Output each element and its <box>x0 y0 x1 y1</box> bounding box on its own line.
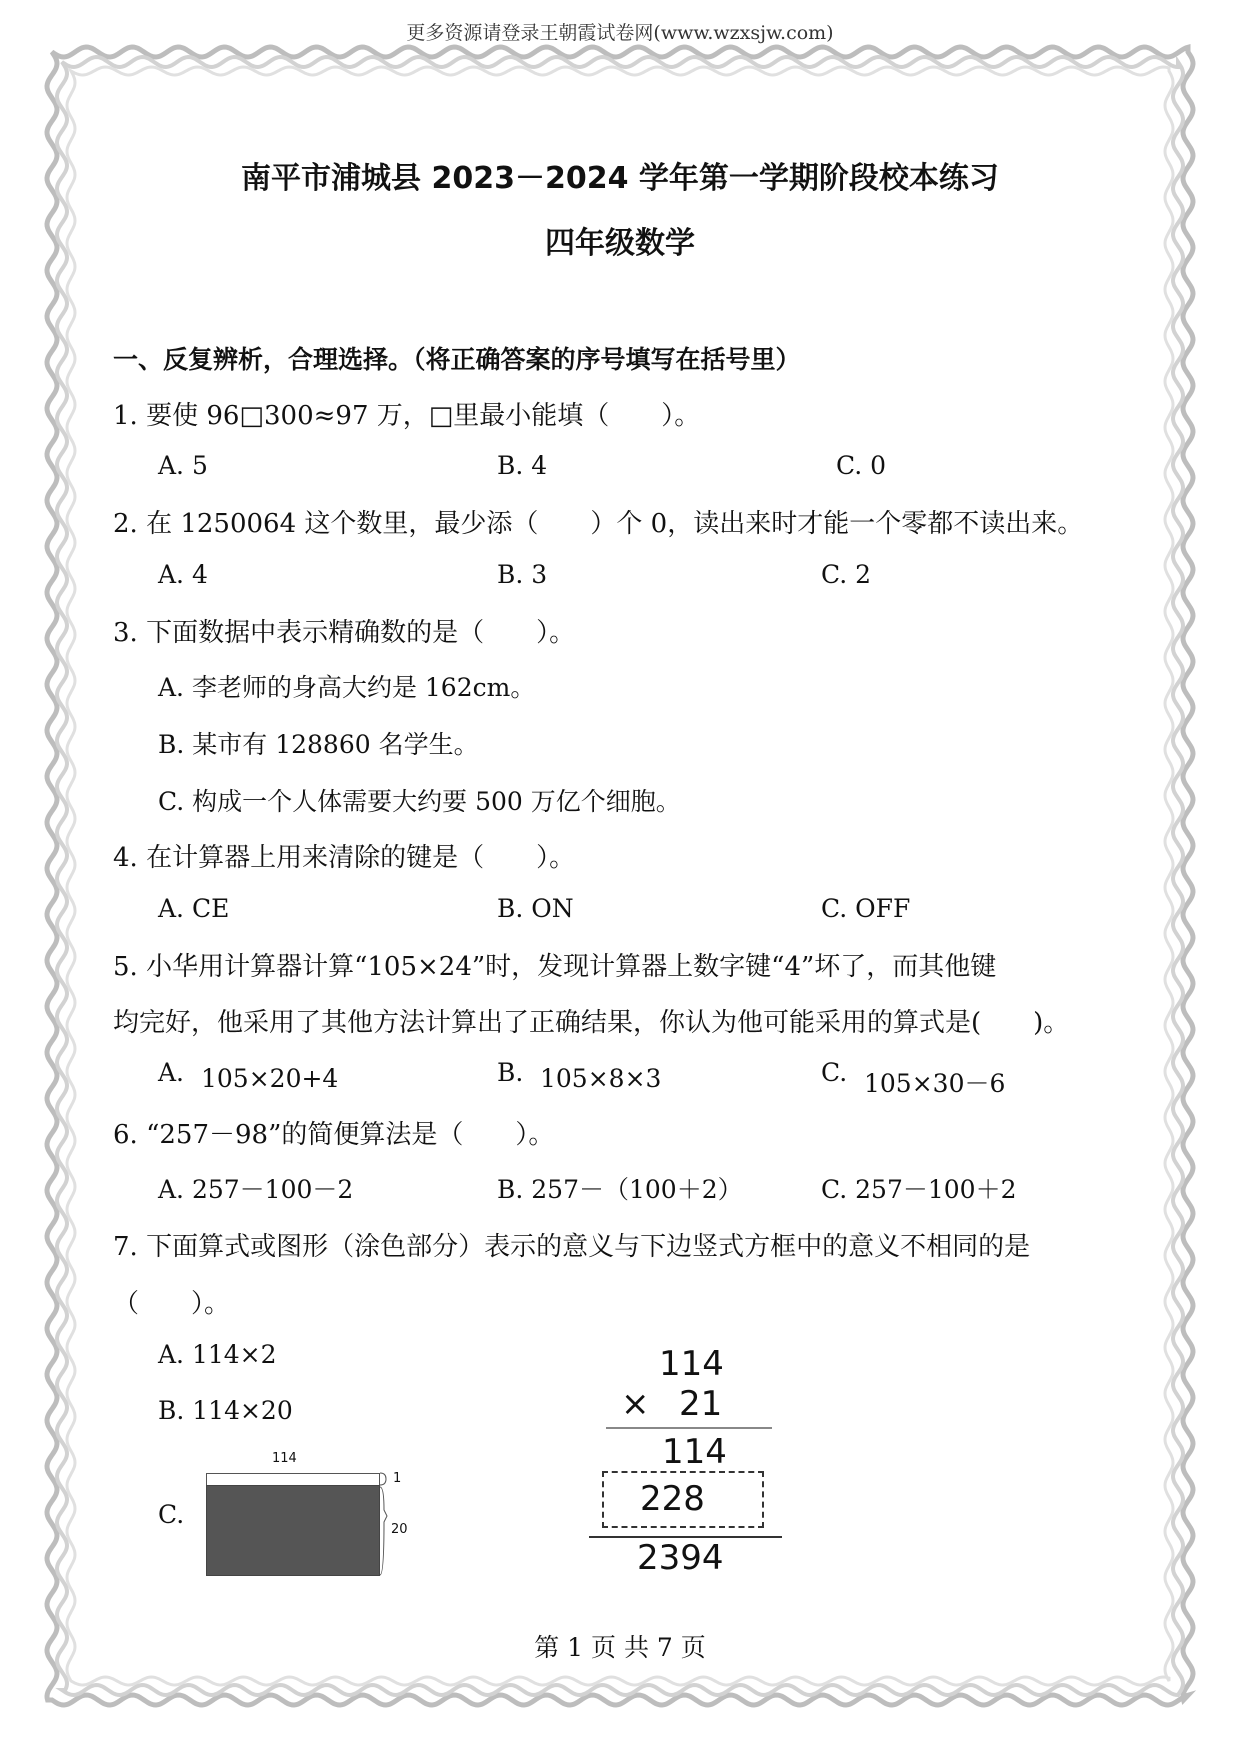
question-2: 2. 在 1250064 这个数里，最少添（ ）个 0，读出来时才能一个零都不读出来。 <box>113 509 1084 539</box>
rect-width-label: 114 <box>272 1451 297 1466</box>
page-footer: 第 1 页 共 7 页 <box>534 1633 706 1662</box>
vertical-multiplicand: 114 <box>659 1344 724 1384</box>
q7-option-a: A. 114×2 <box>158 1340 277 1369</box>
vertical-rule-1 <box>606 1427 772 1429</box>
question-7-line2: （ ）。 <box>113 1289 231 1319</box>
question-5-line1: 5. 小华用计算器计算“105×24”时，发现计算器上数字键“4”坏了，而其他键 <box>113 952 997 982</box>
question-6: 6. “257－98”的简便算法是（ ）。 <box>113 1120 555 1150</box>
q2-option-a: A. 4 <box>158 560 208 589</box>
q6-option-b: B. 257－（100＋2） <box>497 1175 743 1204</box>
rect-shaded-area <box>206 1485 380 1576</box>
rect-side-label: 20 <box>391 1522 408 1537</box>
question-4: 4. 在计算器上用来清除的键是（ ）。 <box>113 843 576 873</box>
q5-option-c-label: C. <box>821 1058 848 1087</box>
q5-option-a-label: A. <box>158 1058 185 1087</box>
q5-option-b-expr: 105×8×3 <box>540 1064 662 1093</box>
rect-top-label: 1 <box>393 1471 402 1486</box>
vertical-multiplier: 21 <box>679 1384 723 1424</box>
exam-subtitle: 四年级数学 <box>545 226 695 261</box>
q3-option-c: C. 构成一个人体需要大约要 500 万亿个细胞。 <box>158 787 681 816</box>
q2-option-b: B. 3 <box>497 560 548 589</box>
question-5-line2: 均完好，他采用了其他方法计算出了正确结果，你认为他可能采用的算式是( )。 <box>113 1008 1070 1038</box>
q5-option-a-expr: 105×20+4 <box>201 1064 339 1093</box>
exam-title: 南平市浦城县 2023－2024 学年第一学期阶段校本练习 <box>241 161 999 196</box>
rect-unshaded-strip <box>206 1473 380 1485</box>
question-3: 3. 下面数据中表示精确数的是（ ）。 <box>113 618 576 648</box>
q5-option-c-expr: 105×30－6 <box>864 1069 1006 1098</box>
q6-option-a: A. 257－100－2 <box>158 1175 354 1204</box>
q3-option-b: B. 某市有 128860 名学生。 <box>158 730 479 759</box>
question-1: 1. 要使 96□300≈97 万，□里最小能填（ ）。 <box>113 401 701 431</box>
q4-option-c: C. OFF <box>821 894 911 923</box>
section-heading: 一、反复辨析，合理选择。（将正确答案的序号填写在括号里） <box>113 345 801 374</box>
q1-option-b: B. 4 <box>497 451 548 480</box>
q6-option-c: C. 257－100＋2 <box>821 1175 1017 1204</box>
q1-option-c: C. 0 <box>836 451 887 480</box>
q2-option-c: C. 2 <box>821 560 872 589</box>
vertical-times-sign: × <box>621 1384 650 1424</box>
q4-option-b: B. ON <box>497 894 574 923</box>
q7-option-c-label: C. <box>158 1500 185 1529</box>
question-7-line1: 7. 下面算式或图形（涂色部分）表示的意义与下边竖式方框中的意义不相同的是 <box>113 1232 1031 1262</box>
q3-option-a: A. 李老师的身高大约是 162cm。 <box>158 673 536 702</box>
vertical-partial-1: 114 <box>662 1432 727 1472</box>
q5-option-b-label: B. <box>497 1058 524 1087</box>
vertical-partial-2: 228 <box>640 1479 705 1519</box>
q7-option-b: B. 114×20 <box>158 1396 293 1425</box>
q4-option-a: A. CE <box>158 894 230 923</box>
vertical-result: 2394 <box>637 1538 724 1578</box>
source-note: 更多资源请登录王朝霞试卷网(www.wzxsjw.com) <box>406 22 834 44</box>
q1-option-a: A. 5 <box>158 451 208 480</box>
